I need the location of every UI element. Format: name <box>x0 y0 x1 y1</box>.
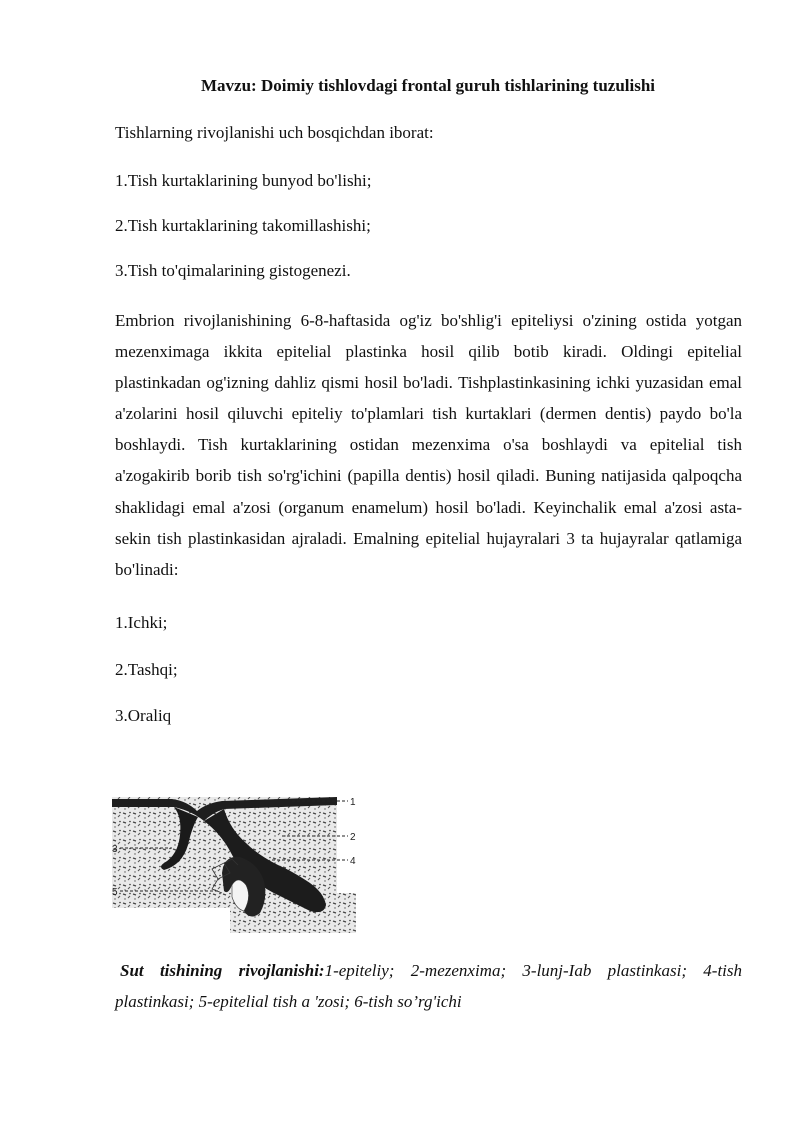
stage-item-3: 3.Tish to'qimalarining gistogenezi. <box>115 261 351 280</box>
figure-caption <box>115 955 742 1017</box>
figure-label-3: 3 <box>112 844 118 855</box>
caption-title: Sut tishining rivojlanishi: <box>120 961 325 980</box>
layer-item-2: 2.Tashqi; <box>115 660 178 679</box>
body-paragraph: Embrion rivojlanishining 6-8-haftasida og'iz bo'shlig'i epiteliysi o'zining ostida yotgan mezenximaga ikkita epitelial plastinka hosil qilib botib kiradi. Oldingi epitelial plastinkadan og'izning dahliz qismi hosil bo'ladi. Tishplastinkasining ichki yuzasidan emal a'zolarini hosil qiluvchi epiteliy to'plamlari tish kurtaklari (dermen dentis) paydo bo'la boshlaydi. Tish kurtaklarining ostidan mezenxima o'sa boshlaydi va epitelial tish a'zogakirib borib tish so'rg'ichini (papilla dentis) hosil qiladi. Buning natijasida qalpoqcha shaklidagi emal a'zosi (organum enamelum) hosil bo'ladi. Keyinchalik emal a'zosi asta-sekin tish plastinkasidan ajraladi. Emalning epitelial hujayralari 3 ta hujayralar qatlamiga bo'linadi: <box>115 311 742 579</box>
figure-label-5: 5 <box>112 887 118 898</box>
page-title: Mavzu: Doimiy tishlovdagi frontal guruh tishlarining tuzulishi <box>200 76 656 95</box>
figure-label-2: 2 <box>350 832 356 843</box>
layer-item-3: 3.Oraliq <box>115 706 172 725</box>
intro-text: Tishlarning rivojlanishi uch bosqichdan iborat: <box>115 123 434 142</box>
figure-label-1: 1 <box>350 797 356 808</box>
caption-text: 1-epiteliy; 2-mezenxima; 3-lunj-Iab plastinkasi; 4-tish plastinkasi; 5-epitelial tish a 'zosi; 6-tish so’rg'ichi <box>115 961 743 1011</box>
figure-label-4: 4 <box>350 856 356 867</box>
tooth-development-illustration <box>112 793 362 936</box>
stage-item-2: 2.Tish kurtaklarining takomillashishi; <box>115 216 371 235</box>
layer-item-1: 1.Ichki; <box>115 613 168 632</box>
stage-item-1: 1.Tish kurtaklarining bunyod bo'lishi; <box>115 171 372 190</box>
